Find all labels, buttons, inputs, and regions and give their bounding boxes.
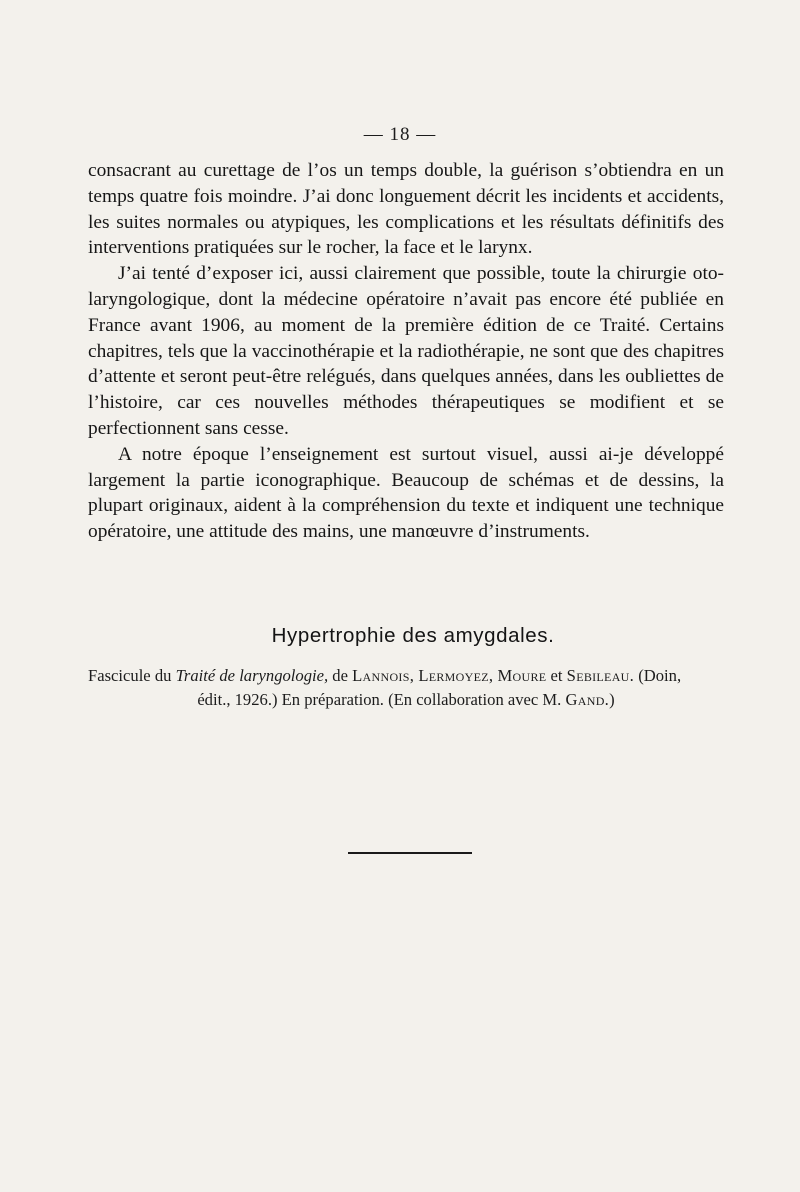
citation-et: et	[550, 666, 563, 685]
citation	[88, 664, 724, 712]
citation-publisher: (Doin,	[638, 666, 682, 685]
citation-coauthor: Gand.	[565, 690, 610, 709]
citation-title: Traité de laryngologie,	[175, 666, 329, 685]
paragraph: J’ai tenté d’exposer ici, aussi clairement que possible, toute la chirurgie oto-laryngologique, dont la médecine opératoire n’avait pas encore été publiée en France avant 1906, au moment de la première édition de ce Traité. Certains chapitres, tels que la vaccinothérapie et la radiothérapie, ne sont que des chapitres d’attente et seront peut-être relégués, dans quelques années, dans les oubliettes de l’histoire, car ces nouvelles méthodes thérapeutiques se modifient et se perfectionnent sans cesse.	[88, 263, 724, 439]
paragraph: consacrant au curettage de l’os un temps double, la guérison s’obtiendra en un temps quatre fois moindre. J’ai donc longuement décrit les incidents et accidents, les suites normales ou atypiques, les complications et les résultats définitifs des interventions pratiquées sur le rocher, la face et le larynx.	[88, 160, 724, 259]
citation-prefix: Fascicule du	[88, 666, 172, 685]
citation-edition: édit., 1926.) En préparation. (En collaboration avec M.	[197, 690, 562, 709]
section-heading: Hypertrophie des amygdales.	[271, 624, 555, 647]
citation-second-line	[88, 688, 724, 712]
citation-closing: )	[609, 690, 615, 709]
citation-author: Lannois,	[352, 666, 415, 685]
body-text	[88, 158, 724, 545]
page-number: — 18 —	[363, 124, 437, 145]
end-rule	[348, 852, 472, 854]
citation-de: de	[332, 666, 348, 685]
paragraph: A notre époque l’enseignement est surtout visuel, aussi ai-je développé largement la partie iconographique. Beaucoup de schémas et de dessins, la plupart originaux, aident à la compréhension du texte et indiquent une technique opératoire, une attitude des mains, une manœuvre d’instruments.	[88, 443, 724, 543]
citation-author: Moure	[497, 666, 547, 685]
citation-author: Lermoyez,	[418, 666, 494, 685]
citation-author: Sebileau.	[566, 666, 635, 685]
